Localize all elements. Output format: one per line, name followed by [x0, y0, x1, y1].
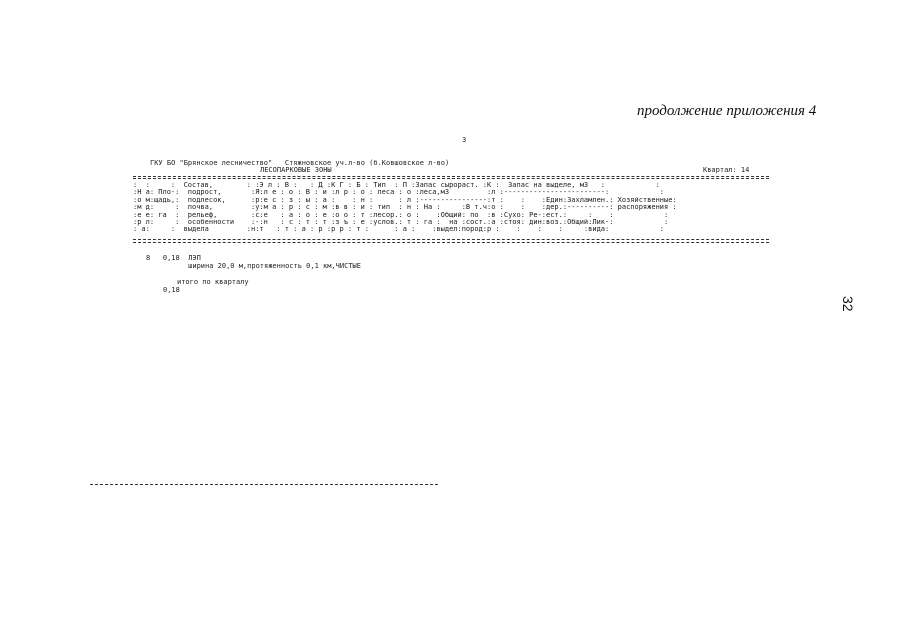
table-top-rule-2 [133, 178, 769, 179]
bottom-dashed-rule [90, 484, 438, 485]
page-number: 3 [462, 136, 467, 144]
table-header [133, 182, 769, 234]
quarter-label: Квартал: 14 [703, 166, 750, 174]
totals-value: 0,18 [163, 286, 180, 294]
header-row: :р л: : особенности :-:н : с : т : т :з ъ : е :услов.: т : га : на :сост.:а :стоя: дин:воз.:Общий:Лик-: : [133, 218, 669, 226]
page-heading: продолжение приложения 4 [637, 103, 817, 119]
table-bottom-rule-2 [133, 242, 769, 243]
header-row: :м д: : почва, :у:м а : р : с : м :в в : и : тип : н : На : :В т.ч:о : : :дер.:----------: распоряжения : [133, 204, 677, 212]
header-row: : а: : выдела :н:т : т : а : р :р р : т : : а : :выдел:пород:р : : : : :вида: : [133, 226, 665, 234]
header-row: :е е: га : рельеф, :с:е : а : о : е :о о : т :лесор.: о : :Общий: по :в :Сухо: Ре-:ест.: : : : [133, 211, 669, 219]
table-top-rule [133, 176, 769, 177]
org-line: ГКУ БО "Брянское лесничество" Стяжновское уч.л-во (б.Ковшовское л-во) [150, 159, 450, 167]
record-detail: ширина 20,0 м,протяженность 0,1 км,ЧИСТЫЕ [146, 262, 361, 270]
header-row: : : : Состав, : :Э л : В : : Д :К Г : Б : Тип : П :Запас сырораст. :К : Запас на выделе, м3 : : [133, 182, 660, 189]
record-line: 8 0,18 ЛЭП [146, 254, 201, 262]
table-bottom-rule [133, 239, 769, 240]
header-row: :Н а: Пло-: подрост, :Я:л е : о : В : и :л р : о : леса : о :леса,м3 :л :------------------------: : [133, 189, 665, 197]
totals-label: итого по кварталу [177, 278, 249, 286]
zone-title: ЛЕСОПАРКОВЫЕ ЗОНЫ [260, 166, 332, 174]
side-page-number: 32 [840, 296, 856, 312]
header-row: :о м:щадь,: подлесок, :р:е с : з : ы : а : : н : : л :----------------:т : : :Един:Захламлен.: Хозяйственные: [133, 196, 677, 204]
